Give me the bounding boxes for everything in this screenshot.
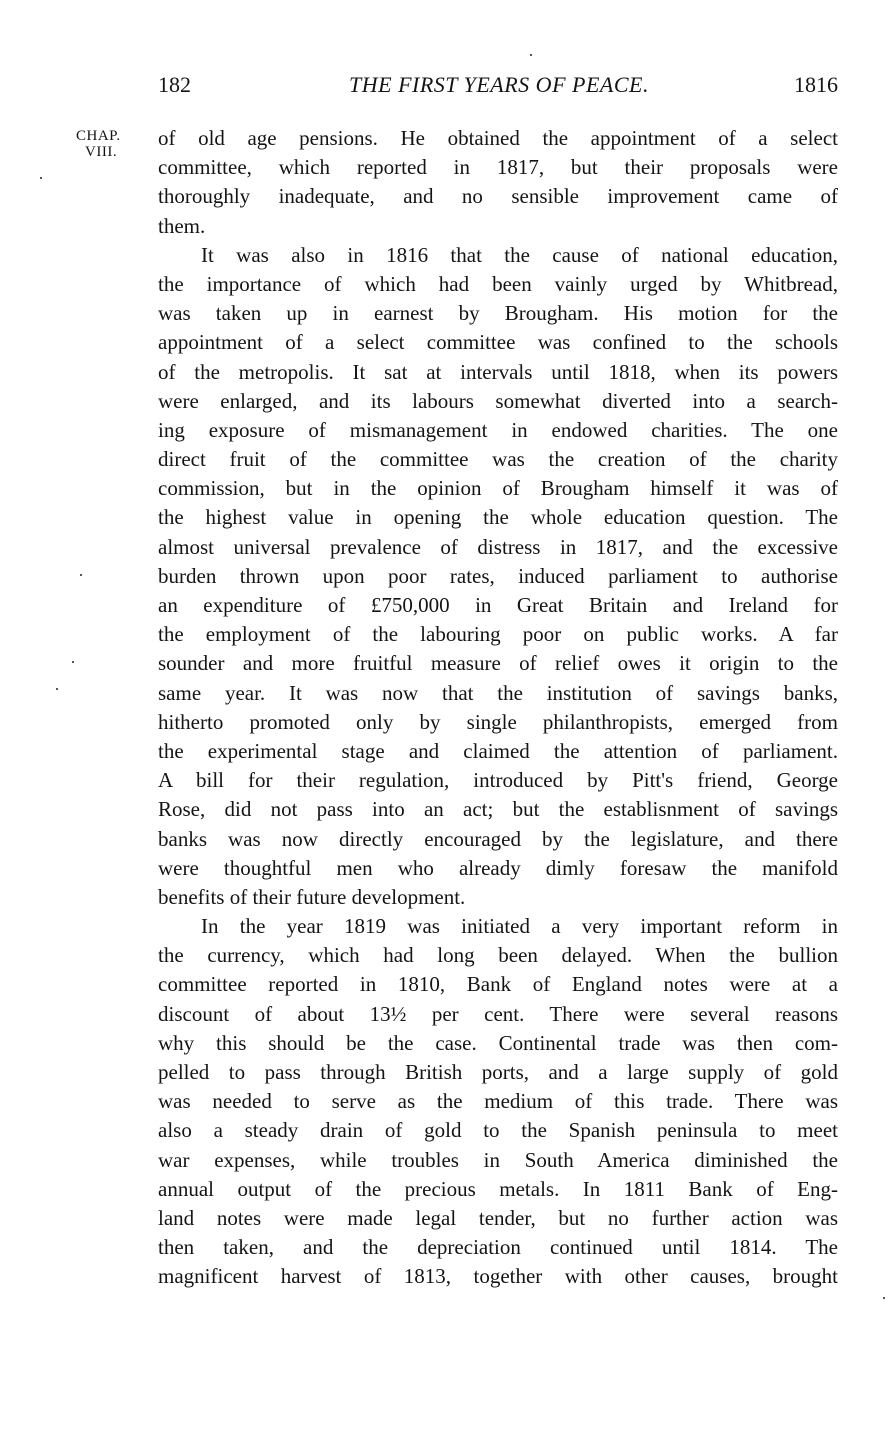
scan-speck [530,54,532,56]
scan-speck [72,661,74,663]
text-line: magnificent harvest of 1813, together with other causes, brought [158,1264,838,1289]
text-line: them. [158,213,206,238]
text-line: were thoughtful men who already dimly foresaw the manifold [158,855,838,880]
text-line: the currency, which had long been delayed. When the bullion [158,943,838,968]
running-head [158,72,840,104]
text-line: burden thrown upon poor rates, induced parliament to authorise [158,563,838,588]
text-line: the highest value in opening the whole education question. The [158,505,838,530]
text-line: the experimental stage and claimed the attention of parliament. [158,738,838,763]
text-line: also a steady drain of gold to the Spanish peninsula to meet [158,1118,838,1143]
text-line: an expenditure of £750,000 in Great Britain and Ireland for [158,593,838,617]
text-line: same year. It was now that the institution of savings banks, [158,680,838,705]
text-line: banks was now directly encouraged by the legislature, and there [158,826,838,851]
text-line: In the year 1819 was initiated a very important reform in [201,914,838,939]
text-line: benefits of their future development. [158,884,466,909]
text-line: war expenses, while troubles in South America diminished the [158,1147,838,1172]
text-line: the importance of which had been vainly urged by Whitbread, [158,271,838,296]
text-line: sounder and more fruitful measure of relief owes it origin to the [158,651,838,676]
text-line: commission, but in the opinion of Brougham himself it was of [158,476,838,501]
text-line: It was also in 1816 that the cause of national education, [201,242,838,267]
running-year: 1816 [794,72,838,97]
text-line: annual output of the precious metals. In 1811 Bank of Eng- [158,1176,838,1201]
text-line: Rose, did not pass into an act; but the establisnment of savings [158,797,838,822]
text-line: discount of about 13½ per cent. There were several reasons [158,1001,838,1026]
text-line: was taken up in earnest by Brougham. His motion for the [158,301,838,326]
text-line: why this should be the case. Continental trade was then com- [158,1030,838,1055]
body-text [158,124,838,1292]
text-line: land notes were made legal tender, but no further action was [158,1205,838,1230]
running-title: THE FIRST YEARS OF PEACE. [349,72,649,97]
text-line: committee, which reported in 1817, but their proposals were [158,155,838,180]
text-line: of old age pensions. He obtained the appointment of a select [158,126,838,150]
text-line: ing exposure of mismanagement in endowed charities. The one [158,417,838,442]
text-line: hitherto promoted only by single philanthropists, emerged from [158,709,838,734]
text-line: almost universal prevalence of distress in 1817, and the excessive [158,534,838,559]
text-line: of the metropolis. It sat at intervals until 1818, when its powers [158,359,838,384]
text-line: the employment of the labouring poor on public works. A far [158,622,838,647]
text-line: A bill for their regulation, introduced by Pitt's friend, George [158,768,838,793]
scan-speck [40,177,42,179]
text-line: thoroughly inadequate, and no sensible improvement came of [158,184,838,209]
chapter-label-number: VIII. [85,144,118,160]
text-line: was needed to serve as the medium of this trade. There was [158,1089,838,1114]
text-line: appointment of a select committee was confined to the schools [158,330,838,355]
text-line: direct fruit of the committee was the creation of the charity [158,447,838,472]
scan-speck [883,1297,885,1299]
text-line: were enlarged, and its labours somewhat diverted into a search- [158,388,838,413]
text-line: then taken, and the depreciation continued until 1814. The [158,1235,838,1260]
chapter-label [76,128,121,160]
scan-speck [56,688,58,690]
page-number: 182 [158,72,191,97]
scan-speck [80,574,82,576]
chapter-label-chap: CHAP. [76,128,121,144]
text-line: committee reported in 1810, Bank of England notes were at a [158,972,838,997]
text-line: pelled to pass through British ports, and a large supply of gold [158,1060,838,1084]
